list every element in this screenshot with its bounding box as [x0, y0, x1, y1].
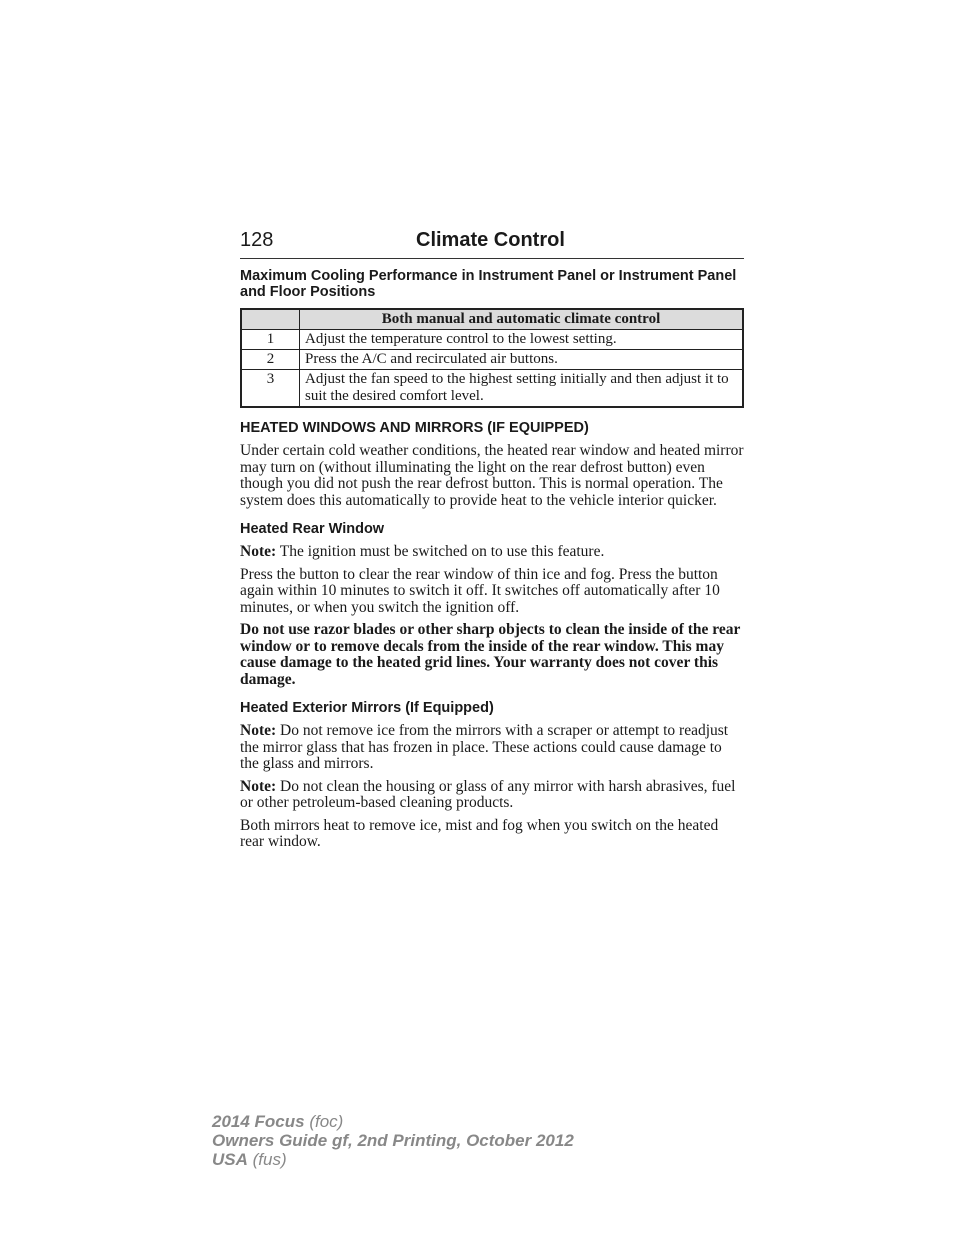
- page-number: 128: [240, 229, 274, 251]
- footer-printing: Owners Guide gf, 2nd Printing, October 2012: [212, 1131, 574, 1150]
- footer-market-code: (fus): [252, 1150, 287, 1169]
- step-text: Adjust the temperature control to the lowest setting.: [300, 330, 744, 350]
- heated-mirrors-note-1: [240, 723, 744, 773]
- heated-windows-intro: Under certain cold weather conditions, the heated rear window and heated mirror may turn on (without illuminating the light on the rear defrost button) even though you did not push the rear defrost button. This is normal operation. The system does this automatically to provide heat to the vehicle interior quicker.: [240, 442, 744, 509]
- table-row: [241, 370, 743, 408]
- note-label: Note:: [240, 777, 277, 795]
- footer-line-3: [212, 1150, 574, 1169]
- table-row: [241, 330, 743, 350]
- step-number: 1: [241, 330, 300, 350]
- page-content: [240, 268, 744, 857]
- footer-model: 2014 Focus: [212, 1112, 305, 1131]
- note-text: Do not remove ice from the mirrors with a scraper or attempt to readjust the mirror glass that has frozen in place. These actions could cause damage to the glass and mirrors.: [240, 722, 729, 772]
- footer-market: USA: [212, 1150, 248, 1169]
- note-text: Do not clean the housing or glass of any mirror with harsh abrasives, fuel or other petroleum-based cleaning products.: [240, 777, 736, 811]
- page-footer: [212, 1112, 574, 1169]
- step-text: Adjust the fan speed to the highest setting initially and then adjust it to suit the desired comfort level.: [300, 370, 744, 408]
- page-header: [240, 228, 744, 259]
- heated-mirrors-note-2: [240, 779, 744, 812]
- footer-line-2: [212, 1131, 574, 1150]
- footer-model-code: (foc): [309, 1112, 344, 1131]
- step-text: Press the A/C and recirculated air buttons.: [300, 350, 744, 370]
- max-cooling-table: [240, 308, 744, 408]
- heated-windows-heading: HEATED WINDOWS AND MIRRORS (IF EQUIPPED): [240, 420, 589, 436]
- table-row: [241, 350, 743, 370]
- note-label: Note:: [240, 543, 277, 560]
- table-header-row: [241, 309, 743, 330]
- table-header-empty: [241, 309, 300, 330]
- page-title: Climate Control: [416, 229, 565, 251]
- step-number: 2: [241, 350, 300, 370]
- heated-rear-window-warning: Do not use razor blades or other sharp objects to clean the inside of the rear window or to remove decals from the inside of the rear window. This may cause damage to the heated grid lines. Your warranty does not cover this damage.: [240, 621, 741, 688]
- footer-line-1: [212, 1112, 574, 1131]
- heated-rear-window-body: Press the button to clear the rear window of thin ice and fog. Press the button again within 10 minutes to switch it off. It switches off automatically after 10 minutes, or when you switch the ignition off.: [240, 565, 720, 616]
- step-number: 3: [241, 370, 300, 408]
- heated-mirrors-body: Both mirrors heat to remove ice, mist and fog when you switch on the heated rear window.: [240, 816, 719, 850]
- max-cooling-heading: Maximum Cooling Performance in Instrument Panel or Instrument Panel and Floor Positions: [240, 268, 737, 300]
- heated-rear-window-note: [240, 544, 744, 561]
- note-text: The ignition must be switched on to use this feature.: [279, 543, 605, 560]
- table-column-header: Both manual and automatic climate control: [300, 309, 744, 330]
- heated-mirrors-heading: Heated Exterior Mirrors (If Equipped): [240, 700, 494, 716]
- heated-rear-window-heading: Heated Rear Window: [240, 521, 385, 537]
- note-label: Note:: [240, 722, 277, 739]
